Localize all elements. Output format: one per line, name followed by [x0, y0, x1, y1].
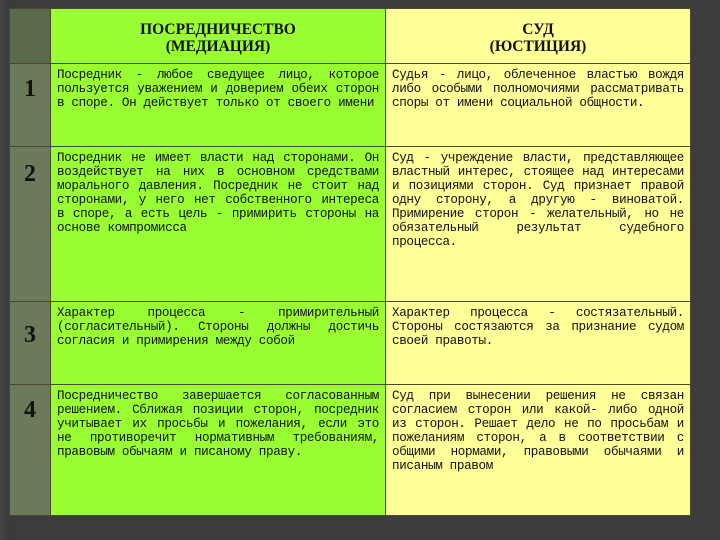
mediation-cell — [51, 64, 386, 147]
court-text: Характер процесса - состязательный. Стороны состязаются за признание судом своей правоты. — [392, 306, 684, 348]
row-number: 1 — [24, 76, 36, 102]
row-number-cell — [10, 385, 51, 516]
table-row — [10, 385, 691, 516]
mediation-column-title — [51, 9, 385, 55]
header-mediation-cell — [51, 9, 386, 64]
court-text: Суд - учреждение власти, представляющее властный интерес, стоящее над интересами и позициями сторон. Суд признает правой одну сторону, а другую - виноватой. Примирение сторон - желательный, но не обязательный результат судебного процесса. — [392, 151, 684, 249]
mediation-cell — [51, 147, 386, 302]
header-corner-cell — [10, 9, 51, 64]
mediation-text: Посредничество завершается согласованным решением. Сближая позиции сторон, посредник учитывает их просьбы и пожелания, если это не противоречит нормативным требованиям, правовым обычаям и писаному праву. — [57, 389, 379, 459]
court-text: Судья - лицо, облеченное властью вождя либо особыми полномочиями рассматривать споры от имени социальной общности. — [392, 68, 684, 110]
court-text: Суд при вынесении решения не связан согласием сторон или какой- либо одной из сторон. Решает дело не по просьбам и пожеланиям сторон, а в соответствии с общими нормами, правовыми обычаями и писаным правом — [392, 389, 684, 473]
row-number-cell — [10, 302, 51, 385]
header-court-cell — [386, 9, 691, 64]
mediation-title-line2: (МЕДИАЦИЯ) — [165, 38, 271, 55]
court-cell — [386, 147, 691, 302]
row-number: 4 — [24, 397, 36, 423]
comparison-table — [9, 8, 691, 516]
court-title-line1: СУД — [522, 21, 554, 38]
table-row — [10, 64, 691, 147]
table-row — [10, 147, 691, 302]
mediation-text: Посредник - любое сведущее лицо, которое пользуется уважением и доверием обеих сторон в споре. Он действует только от своего имени — [57, 68, 379, 110]
header-row — [10, 9, 691, 64]
mediation-text: Посредник не имеет власти над сторонами. Он воздействует на них в основном средствами морального давления. Посредник не стоит над сторонами, у него нет собственного интереса в споре, а есть цель - примирить стороны на основе компромисса — [57, 151, 379, 235]
row-number: 2 — [24, 161, 36, 187]
court-cell — [386, 64, 691, 147]
mediation-cell — [51, 302, 386, 385]
table-row — [10, 302, 691, 385]
mediation-cell — [51, 385, 386, 516]
court-title-line2: (ЮСТИЦИЯ) — [489, 38, 587, 55]
mediation-title-line1: ПОСРЕДНИЧЕСТВО — [140, 21, 296, 38]
mediation-text: Характер процесса - примирительный (согласительный). Стороны должны достичь согласия и примирения между собой — [57, 306, 379, 348]
court-cell — [386, 302, 691, 385]
row-number: 3 — [24, 322, 36, 348]
row-number-cell — [10, 147, 51, 302]
court-column-title — [386, 9, 690, 55]
row-number-cell — [10, 64, 51, 147]
court-cell — [386, 385, 691, 516]
